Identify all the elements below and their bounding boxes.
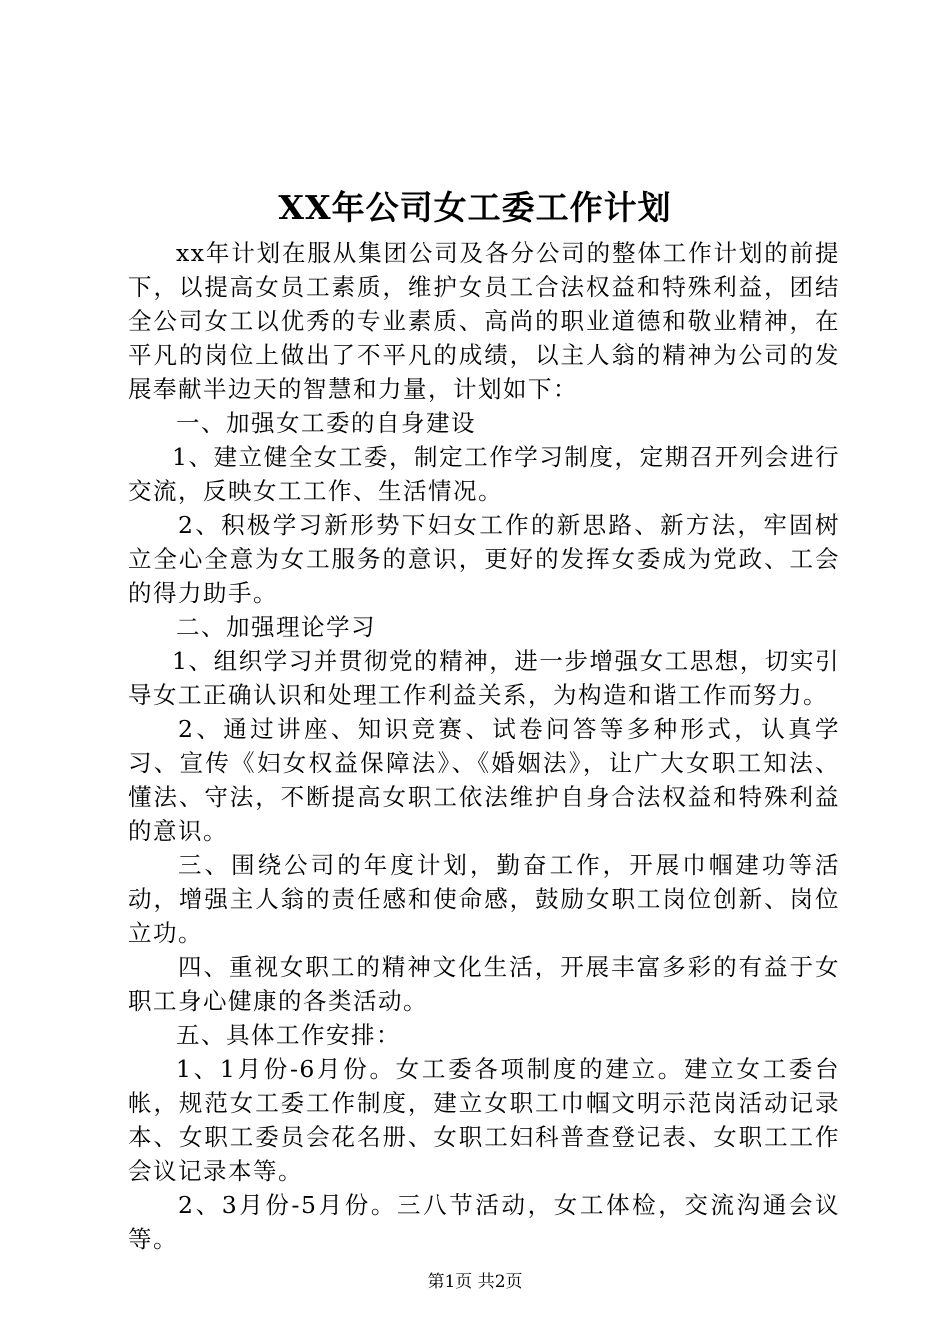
document-body (128, 236, 840, 1256)
section-heading-2: 二、加强理论学习 (176, 613, 376, 641)
section-heading-5: 五、具体工作安排： (176, 1021, 401, 1049)
section-5-item-2: 2、3月份-5月份。三八节活动，女工体检，交流沟通会议等。 (128, 1191, 840, 1253)
section-2-item-1: 1、组织学习并贯彻党的精神，进一步增强女工思想，切实引导女工正确认识和处理工作利益关系，为构造和谐工作而努力。 (128, 647, 840, 709)
intro-paragraph: xx年计划在服从集团公司及各分公司的整体工作计划的前提下，以提高女员工素质，维护女员工合法权益和特殊利益，团结全公司女工以优秀的专业素质、高尚的职业道德和敬业精神，在平凡的岗位上做出了不平凡的成绩，以主人翁的精神为公司的发展奉献半边天的智慧和力量，计划如下： (128, 239, 840, 403)
section-heading-1: 一、加强女工委的自身建设 (176, 409, 476, 437)
section-1-item-2: 2、积极学习新形势下妇女工作的新思路、新方法，牢固树立全心全意为女工服务的意识，更好的发挥女委成为党政、工会的得力助手。 (128, 511, 840, 607)
document-title: XX年公司女工委工作计划 (278, 188, 672, 227)
section-2-item-2: 2、通过讲座、知识竞赛、试卷问答等多种形式，认真学习、宣传《妇女权益保障法》、《婚姻法》，让广大女职工知法、懂法、守法，不断提高女职工依法维护自身合法权益和特殊利益的意识。 (128, 715, 840, 845)
section-4-paragraph: 四、重视女职工的精神文化生活，开展丰富多彩的有益于女职工身心健康的各类活动。 (128, 953, 840, 1015)
section-1-item-1: 1、建立健全女工委，制定工作学习制度，定期召开列会进行交流，反映女工工作、生活情况。 (128, 443, 840, 505)
section-3-paragraph: 三、围绕公司的年度计划，勤奋工作，开展巾帼建功等活动，增强主人翁的责任感和使命感，鼓励女职工岗位创新、岗位立功。 (128, 851, 840, 947)
page-footer: 第1页 共2页 (427, 1272, 523, 1292)
section-5-item-1: 1、1月份-6月份。女工委各项制度的建立。建立女工委台帐，规范女工委工作制度，建立女职工巾帼文明示范岗活动记录本、女职工委员会花名册、女职工妇科普查登记表、女职工工作会议记录本等。 (128, 1055, 840, 1185)
